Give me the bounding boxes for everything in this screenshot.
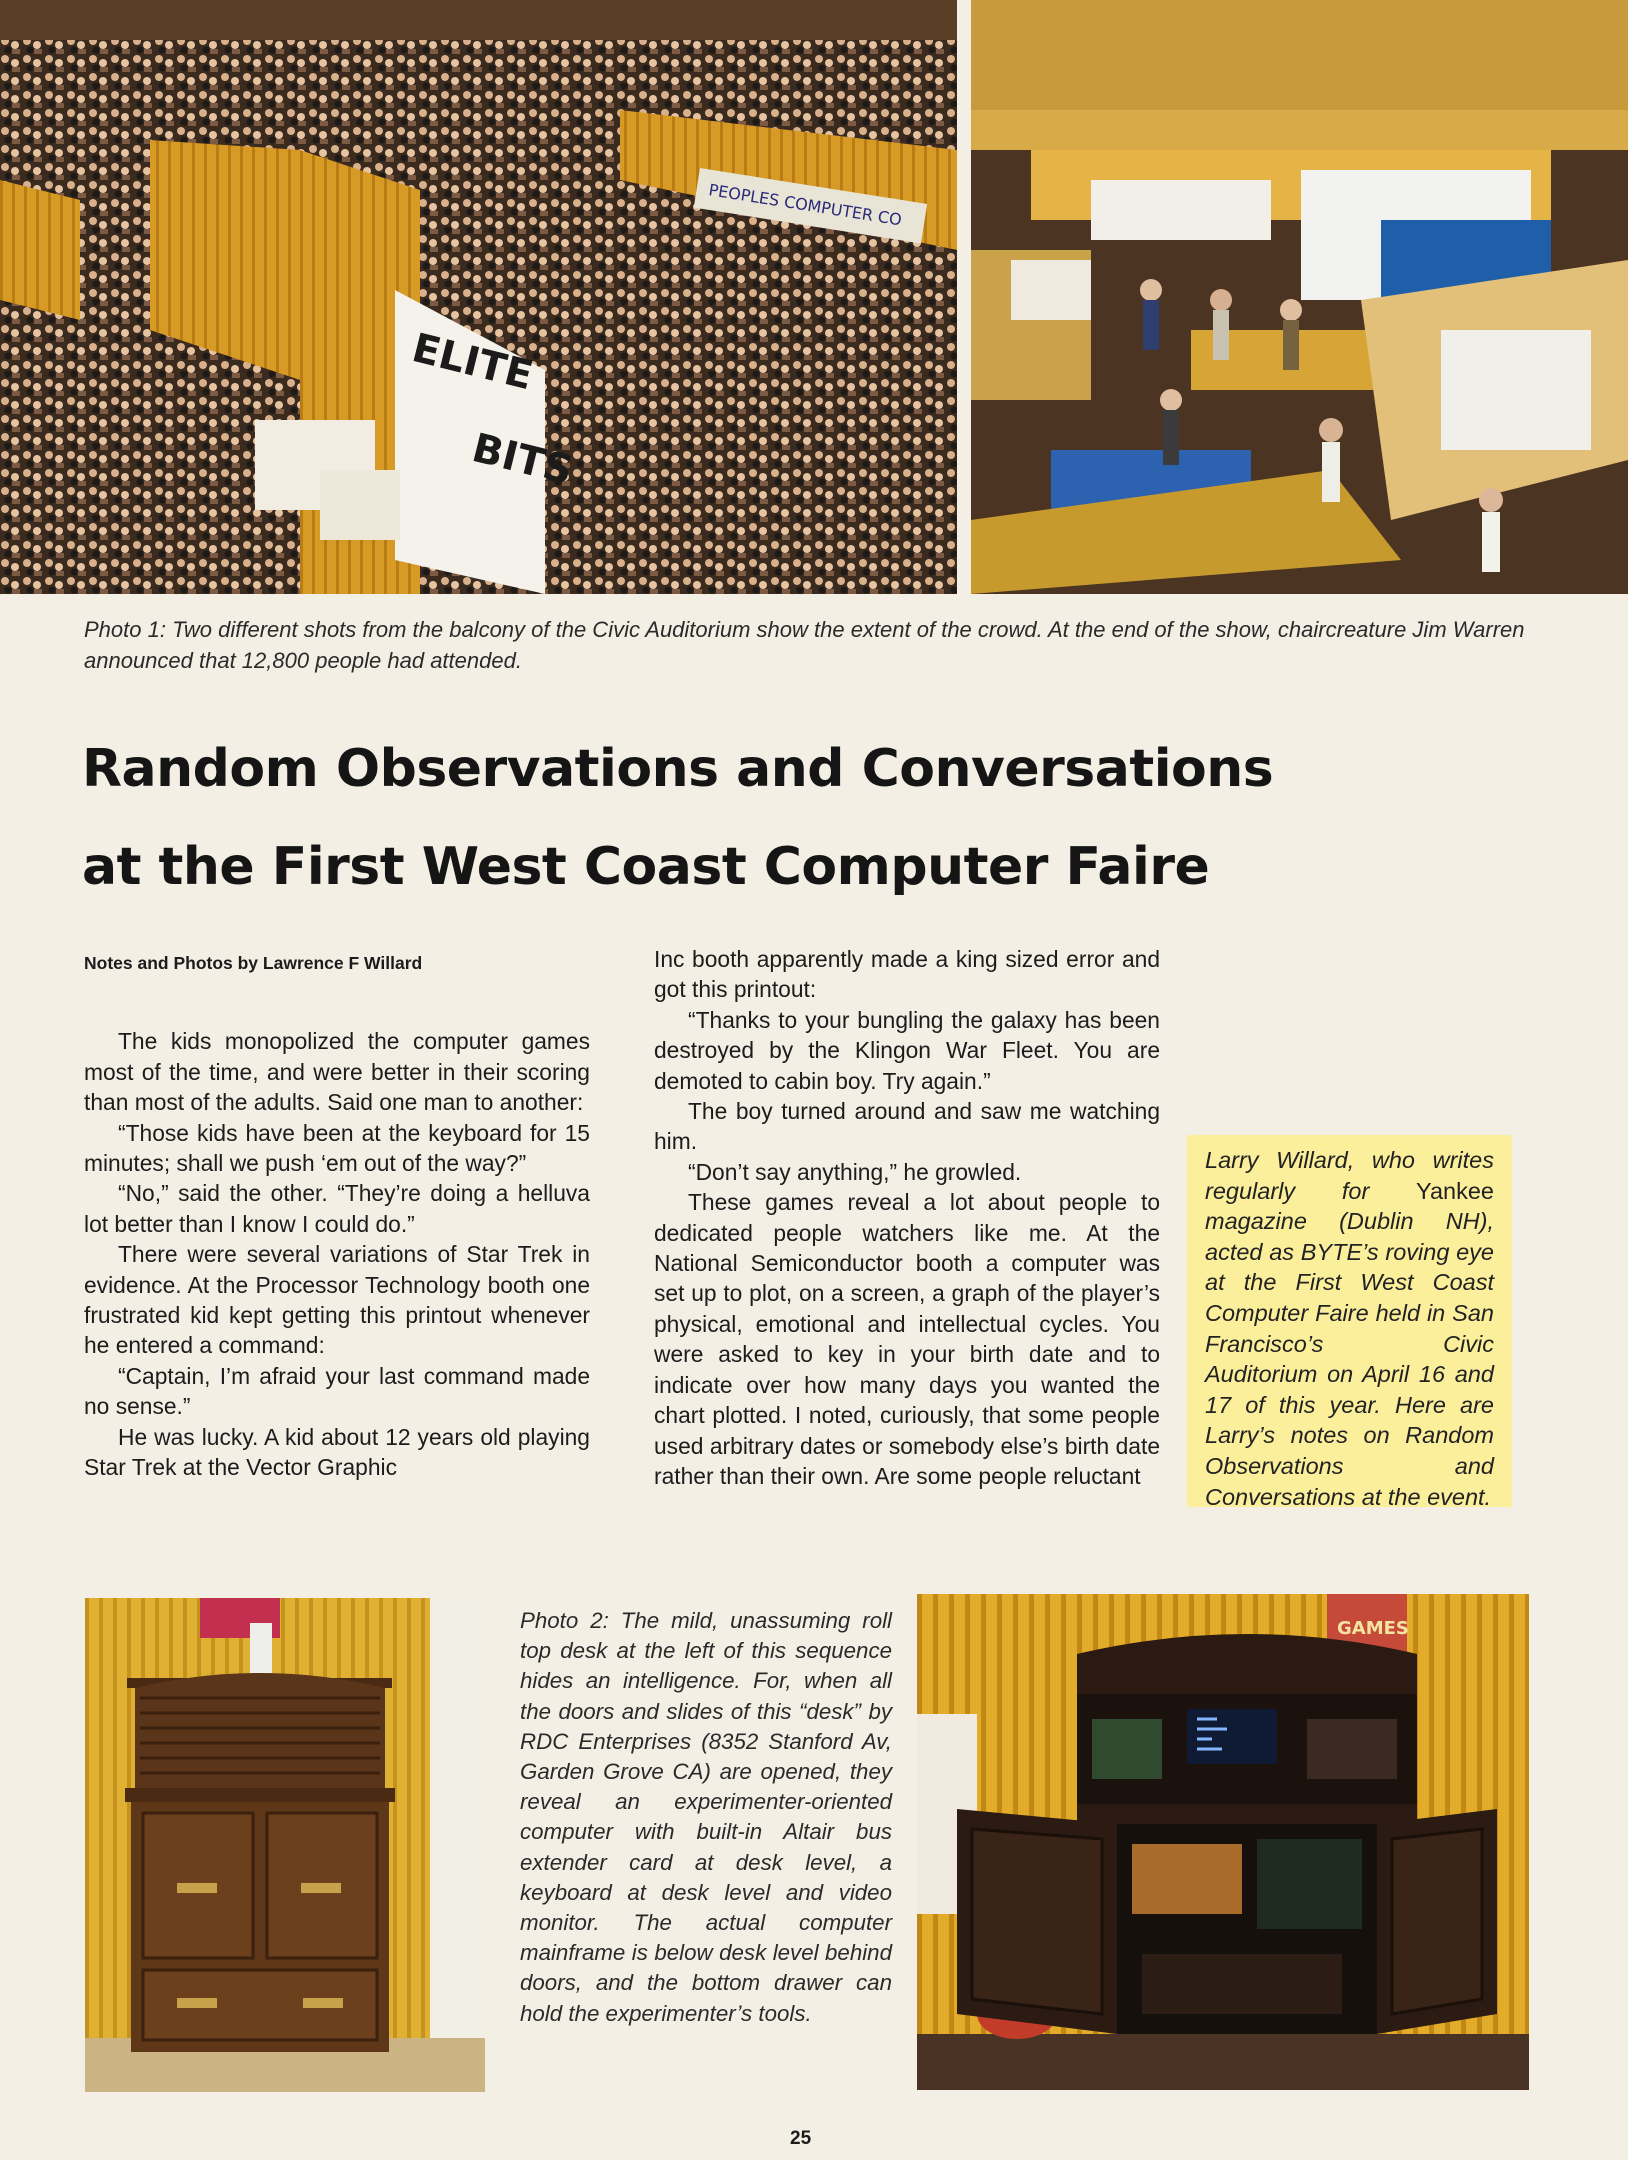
paragraph: “Captain, I’m afraid your last command made no sense.” <box>84 1362 590 1420</box>
booth-sign-bits: BITS <box>467 425 578 495</box>
article-column-1 <box>84 948 590 1483</box>
photo-crowd-balcony-right <box>971 0 1628 594</box>
photo1-caption: Photo 1: Two different shots from the balcony of the Civic Auditorium show the extent of the crowd. At the end of the show, chaircreature Jim Warren announced that 12,800 people had attended. <box>84 617 1525 673</box>
headline-line-2: at the First West Coast Computer Faire <box>82 837 1210 897</box>
paragraph: The boy turned around and saw me watching him. <box>654 1098 1160 1155</box>
bio-magazine-name: Yankee <box>1416 1177 1494 1204</box>
paragraph: Inc booth apparently made a king sized error and got this printout: <box>654 946 1160 1003</box>
paragraph: These games reveal a lot about people to dedicated people watchers like me. At the National Semiconductor booth a computer was set up to plot, on a screen, a graph of the player’s physical, emotional and intellectual cycles. You were asked to key in your birth date and to indicate over how many days you wanted the chart plotted. I noted, curiously, that some people used arbitrary dates or somebody else’s birth date rather than their own. Are some people reluctant <box>654 1189 1160 1489</box>
paragraph: There were several variations of Star Trek in evidence. At the Processor Technology booth one frustrated kid kept getting this printout whenever he entered a command: <box>84 1241 590 1359</box>
booth-sign-elite: ELITE <box>407 325 538 400</box>
photo2-caption: Photo 2: The mild, unassuming roll top desk at the left of this sequence hides an intelligence. For, when all the doors and slides of this “desk” by RDC Enterprises (8352 Stanford Av, Garden Grove CA) are opened, they reveal an experimenter-oriented computer with built-in Altair bus extender card at desk level, a keyboard at desk level and video monitor. The actual computer mainframe is below desk level behind doors, and the bottom drawer can hold the experimenter’s tools. <box>520 1608 892 2026</box>
paragraph: “Don’t say anything,” he growled. <box>688 1158 1022 1185</box>
paragraph: “Those kids have been at the keyboard for 15 minutes; shall we push ‘em out of the way?” <box>84 1119 590 1177</box>
paragraph: The kids monopolized the computer games most of the time, and were better in their scoring than most of the adults. Said one man to another: <box>84 1028 590 1116</box>
author-bio-box <box>1187 1135 1512 1510</box>
bio-text-end: magazine (Dublin NH), acted as BYTE’s roving eye at the First West Coast Computer Faire held in San Francisco’s Civic Auditorium on April 16 and 17 of this year. Here are Larry’s notes on Random Observations and Conversations at the event. <box>1205 1208 1494 1510</box>
paragraph: “Thanks to your bungling the galaxy has been destroyed by the Klingon War Fleet. You are demoted to cabin boy. Try again.” <box>654 1006 1160 1094</box>
photo-rolltop-desk-closed <box>85 1598 485 2092</box>
paragraph: “No,” said the other. “They’re doing a helluva lot better than I know I could do.” <box>84 1180 590 1237</box>
page-number: 25 <box>790 2128 812 2149</box>
booth-sign-pcc: PEOPLES COMPUTER CO <box>707 180 903 230</box>
photo-crowd-balcony-left <box>0 0 957 594</box>
bio-text-start: Larry Willard, who writes regularly for <box>1205 1147 1494 1204</box>
headline-line-1: Random Observations and Conversations <box>82 739 1274 799</box>
article-column-2 <box>654 944 1160 1491</box>
photo-rolltop-desk-open <box>917 1594 1529 2090</box>
byline: Notes and Photos by Lawrence F Willard <box>84 953 423 973</box>
article-headline <box>82 720 1562 916</box>
games-sign: GAMES <box>1337 1618 1409 1639</box>
paragraph: He was lucky. A kid about 12 years old playing Star Trek at the Vector Graphic <box>84 1423 590 1481</box>
